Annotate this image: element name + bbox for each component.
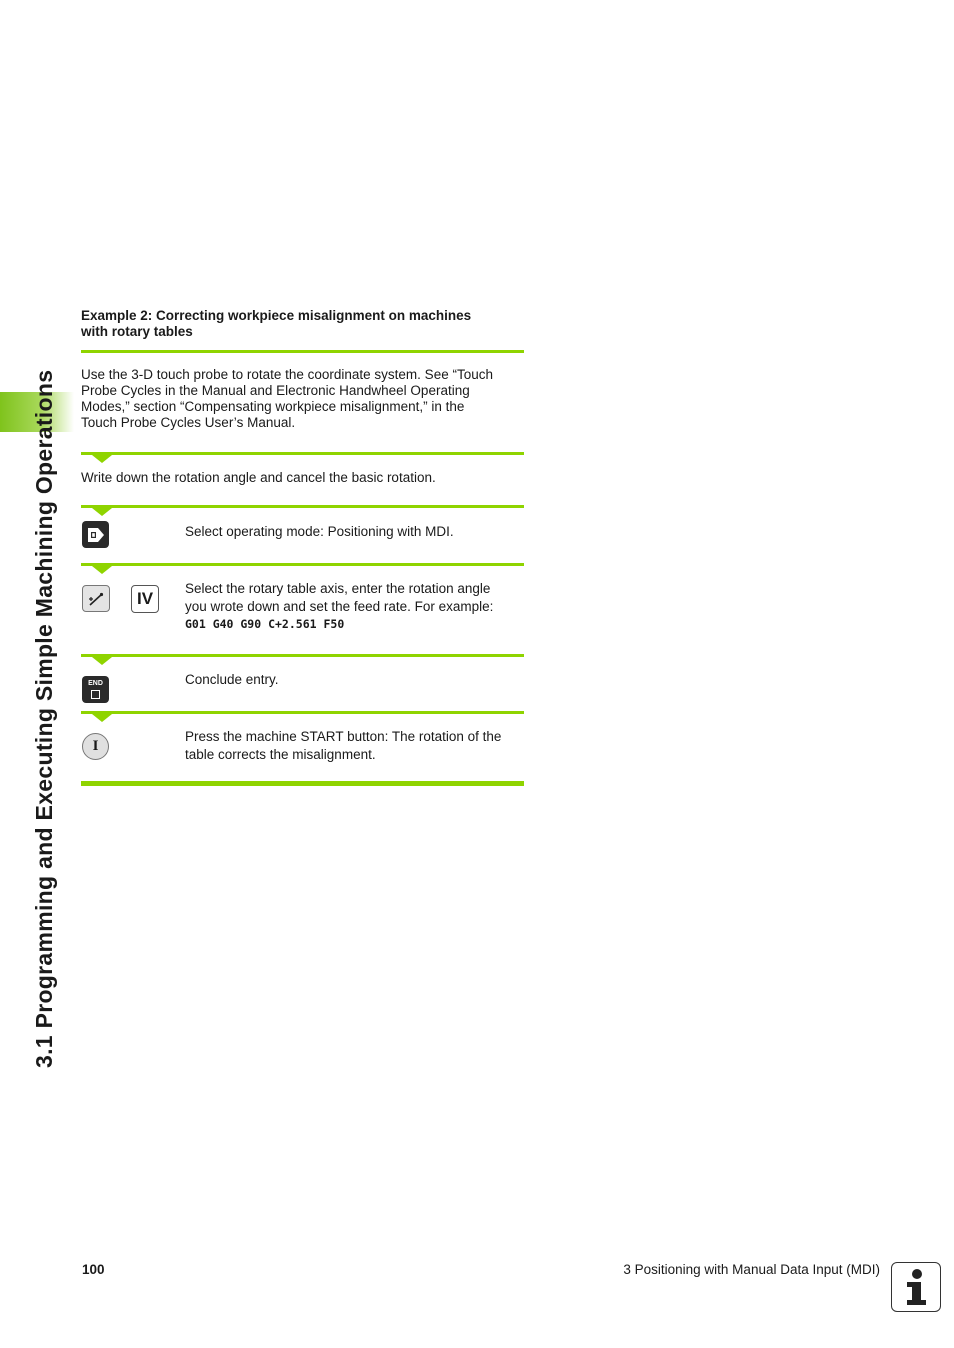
example-heading: [81, 308, 524, 340]
step-select-mdi: [81, 508, 524, 563]
end-key-icon[interactable]: [82, 676, 109, 703]
step-line: Conclude entry.: [185, 672, 279, 687]
step-line: you wrote down and set the feed rate. For example:: [185, 598, 494, 614]
step-line: Press the machine START button: The rotation of the: [185, 729, 502, 744]
divider-arrow: [81, 452, 524, 455]
step-conclude: [81, 657, 524, 711]
intro-line: Use the 3-D touch probe to rotate the coordinate system. See “Touch: [81, 367, 493, 382]
step-text: [185, 580, 525, 634]
step-text: [185, 523, 525, 541]
end-key-label: END: [88, 680, 103, 687]
axis-iv-key[interactable]: IV: [131, 585, 159, 613]
intro-line: Modes,” section “Compensating workpiece misalignment,” in the: [81, 399, 465, 414]
intro-paragraph: [81, 367, 524, 431]
step-line: Select operating mode: Positioning with MDI.: [185, 524, 454, 539]
info-icon[interactable]: [891, 1262, 941, 1312]
step-line: Select the rotary table axis, enter the rotation angle: [185, 581, 491, 596]
step-line: table corrects the misalignment.: [185, 746, 376, 762]
footer-chapter-title: 3 Positioning with Manual Data Input (MDI): [623, 1262, 880, 1277]
step-text: [185, 671, 525, 689]
nc-start-key-icon[interactable]: I: [82, 733, 109, 760]
step-rotary-axis: [81, 566, 524, 654]
heading-line-1: Example 2: Correcting workpiece misalignment on machines: [81, 308, 472, 323]
page-number: 100: [82, 1262, 105, 1277]
intro-line: Probe Cycles in the Manual and Electronic Handwheel Operating: [81, 383, 470, 398]
closing-divider: [81, 781, 524, 786]
main-content: [81, 308, 524, 786]
step-text: [185, 728, 525, 763]
nc-code-example: G01 G40 G90 C+2.561 F50: [185, 617, 345, 631]
step-nc-start: [81, 714, 524, 781]
mdi-mode-key-icon[interactable]: [82, 521, 109, 548]
heading-line-2: with rotary tables: [81, 324, 193, 339]
intro-line: Touch Probe Cycles User’s Manual.: [81, 415, 296, 430]
axis-select-key-icon[interactable]: [82, 585, 110, 612]
note-text: Write down the rotation angle and cancel the basic rotation.: [81, 470, 436, 485]
chapter-side-title: 3.1 Programming and Executing Simple Machining Operations: [31, 369, 57, 1068]
divider: [81, 350, 524, 353]
